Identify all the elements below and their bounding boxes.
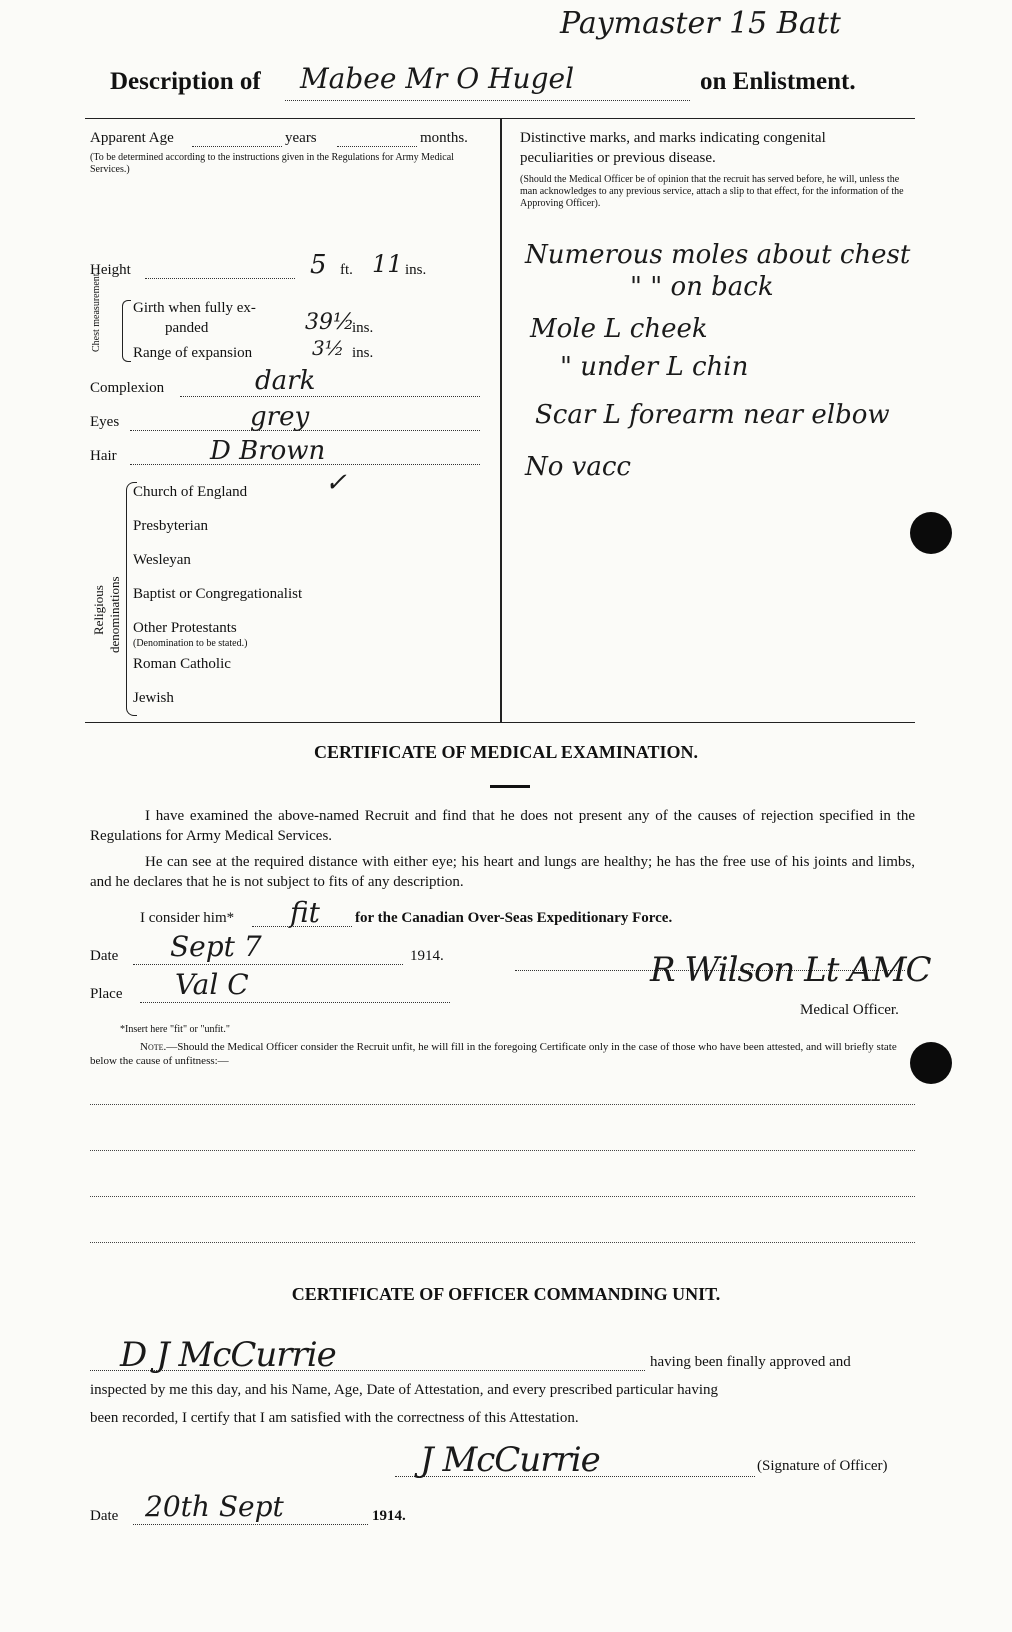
hair-label: Hair — [90, 448, 117, 464]
fitness-value: fit — [290, 896, 320, 929]
table-bottom-rule — [85, 722, 915, 723]
height-ft-label: ft. — [340, 262, 353, 278]
age-label: Apparent Age — [90, 130, 174, 146]
title-suffix: on Enlistment. — [700, 68, 856, 95]
medical-officer-label: Medical Officer. — [800, 1002, 899, 1018]
other-protestants-note: (Denomination to be stated.) — [133, 638, 248, 649]
range-unit: ins. — [352, 345, 374, 361]
girth-label-2: panded — [165, 320, 209, 336]
height-ft-value: 5 — [310, 250, 327, 280]
height-in-value: 11 — [372, 250, 403, 278]
mark-line-1: Numerous moles about chest — [525, 240, 911, 270]
religion-wesleyan: Wesleyan — [133, 552, 191, 568]
range-label: Range of expansion — [133, 345, 253, 361]
complexion-label: Complexion — [90, 380, 165, 396]
height-in-label: ins. — [405, 262, 427, 278]
height-label: Height — [90, 262, 131, 278]
title-prefix: Description of — [110, 68, 261, 95]
religion-other-protestants: Other Protestants — [133, 620, 237, 636]
commanding-date-label: Date — [90, 1508, 119, 1524]
commanding-year: 1914. — [372, 1508, 406, 1524]
mark-line-2: " " on back — [630, 272, 774, 302]
officer-signature: J McCurrie — [420, 1440, 600, 1480]
binder-hole-upper — [910, 512, 952, 554]
mark-line-6: No vacc — [525, 452, 631, 482]
chest-bracket — [122, 300, 131, 362]
officer-signature-label: (Signature of Officer) — [757, 1458, 888, 1474]
marks-heading-1: Distinctive marks, and marks indicating congenital — [520, 130, 826, 146]
mark-line-4: " under L chin — [560, 352, 749, 382]
mark-line-5: Scar L forearm near elbow — [535, 400, 890, 430]
force-label: for the Canadian Over-Seas Expeditionary Force. — [355, 910, 673, 926]
commanding-date-line — [133, 1524, 368, 1525]
age-note: (To be determined according to the instructions given in the Regulations for Army Medical Services.) — [90, 152, 454, 175]
medical-certificate-title: CERTIFICATE OF MEDICAL EXAMINATION. — [313, 742, 699, 762]
age-years-line — [192, 146, 282, 147]
certify-text: been recorded, I certify that I am satisfied with the correctness of this Attestation. — [90, 1410, 579, 1426]
exam-place-label: Place — [90, 986, 123, 1002]
religion-jewish: Jewish — [133, 690, 174, 706]
girth-unit: ins. — [352, 320, 374, 336]
age-months-label: months. — [420, 130, 468, 146]
religion-presbyterian: Presbyterian — [133, 518, 208, 534]
marks-note: (Should the Medical Officer be of opinion that the recruit has served before, he will, unless the man acknowledges to any previous service, attach a slip to that effect, for the information of the Approving Officer). — [520, 174, 904, 209]
enlistment-form-page: Paymaster 15 Batt Description of Mabee Mr O Hugel on Enlistment. Apparent Age years months. (To be determined according to the instructions given in the Regulations for Army Medical Services.) Height 5 ft. 11 ins. Chest measurement Girth when fully ex- panded 39½ ins. Range of expansion 3½ ins. Complexion dark Eyes grey Hair D Brown Religious denominations Church of England ✓ Presbyterian Wesleyan Baptist or Congregationalist Other Protestants (Denomination to be stated.) Roman Catholic Jewish Distinctive marks, and marks indicating congenital peculiarities or previous disease. (Should the Medical Officer be of opinion that the recruit has served before, he will, unless the man acknowledges to any previous service, attach a slip to that effect, for the information of the Approving Officer). Numerous moles about chest " " on back Mole L cheek " under L chin Scar L forearm near elbow No vacc CERTIFICATE OF MEDICAL EXAMINATION. I have examined the above-named Recruit and find that he does not present any of the causes of rejection specified in the Regulations for Army Medical Services. He can see at the required distance with either eye; his heart and lungs are healthy; he has the free use of his joints and limbs, and he declares that he is not subject to fits of any description. I consider him* fit for the Canadian Over-Seas Expeditionary Force. Date Sept 7 1914. Place Val C R Wilson Lt AMC Medical Officer. *Insert here "fit" or "unfit." Note.—Should the Medical Officer consider the Recruit unfit, he will fill in the foregoing Certificate only in the case of those who have been attested, and will briefly state below the cause of unfitness:— CERTIFICATE OF OFFICER COMMANDING UNIT. D J McCurrie having been finally approved and inspected by me this day, and his Name, Age, Date of Attestation, and every prescribed particular having been recorded, I certify that I am satisfied with the correctness of this Attestation. J McCurrie (Signature of Officer) Date 20th Sept 1914. — [0, 0, 1012, 1632]
commanding-date-value: 20th Sept — [145, 1490, 284, 1523]
mark-line-3: Mole L cheek — [530, 314, 708, 344]
inspection-text: inspected by me this day, and his Name, Age, Date of Attestation, and every prescribed particular having — [90, 1382, 719, 1398]
religion-roman-catholic: Roman Catholic — [133, 656, 231, 672]
consider-label: I consider him* — [140, 910, 235, 926]
medical-paragraph-2: He can see at the required distance with either eye; his heart and lungs are healthy; he has the free use of his joints and limbs, and he declares that he is not subject to fits of any description. — [90, 854, 915, 890]
eyes-value: grey — [250, 402, 310, 432]
unfitness-line-3 — [90, 1196, 915, 1197]
title-separator — [490, 785, 530, 788]
age-years-label: years — [285, 130, 317, 146]
column-divider — [500, 118, 502, 723]
height-line — [145, 278, 295, 279]
exam-year: 1914. — [410, 948, 444, 964]
unfitness-line-2 — [90, 1150, 915, 1151]
range-value: 3½ — [312, 336, 345, 360]
title-name-line — [285, 100, 690, 101]
medical-paragraph-1: I have examined the above-named Recruit and find that he does not present any of the causes of rejection specified in the Regulations for Army Medical Services. — [90, 808, 915, 844]
commanding-certificate-title: CERTIFICATE OF OFFICER COMMANDING UNIT. — [291, 1284, 721, 1304]
religion-baptist: Baptist or Congregationalist — [133, 586, 303, 602]
girth-value: 39½ — [305, 310, 355, 335]
exam-date-value: Sept 7 — [170, 930, 262, 963]
top-handwritten-note: Paymaster 15 Batt — [560, 6, 841, 41]
insert-note: *Insert here "fit" or "unfit." — [120, 1024, 230, 1035]
medical-officer-signature: R Wilson Lt AMC — [650, 950, 931, 990]
exam-date-line — [133, 964, 403, 965]
exam-date-label: Date — [90, 948, 119, 964]
recruit-name: Mabee Mr O Hugel — [300, 62, 575, 95]
girth-label-1: Girth when fully ex- — [133, 300, 256, 316]
age-months-line — [337, 146, 417, 147]
commanding-written-name: D J McCurrie — [120, 1335, 336, 1375]
complexion-line — [180, 396, 480, 397]
exam-place-value: Val C — [175, 968, 249, 1001]
eyes-label: Eyes — [90, 414, 120, 430]
unfit-note: Note.—Should the Medical Officer consider the Recruit unfit, he will fill in the foregoing Certificate only in the case of those who have been attested, and will briefly state below the cause of unfitness:— — [90, 1041, 897, 1067]
marks-heading-2: peculiarities or previous disease. — [520, 150, 716, 166]
binder-hole-lower — [910, 1042, 952, 1084]
unfitness-line-1 — [90, 1104, 915, 1105]
approved-label: having been finally approved and — [650, 1354, 851, 1370]
unfitness-line-4 — [90, 1242, 915, 1243]
exam-place-line — [140, 1002, 450, 1003]
religion-checkmark: ✓ — [325, 468, 347, 498]
religion-church-of-england: Church of England — [133, 484, 248, 500]
complexion-value: dark — [255, 366, 316, 396]
hair-value: D Brown — [210, 436, 326, 466]
